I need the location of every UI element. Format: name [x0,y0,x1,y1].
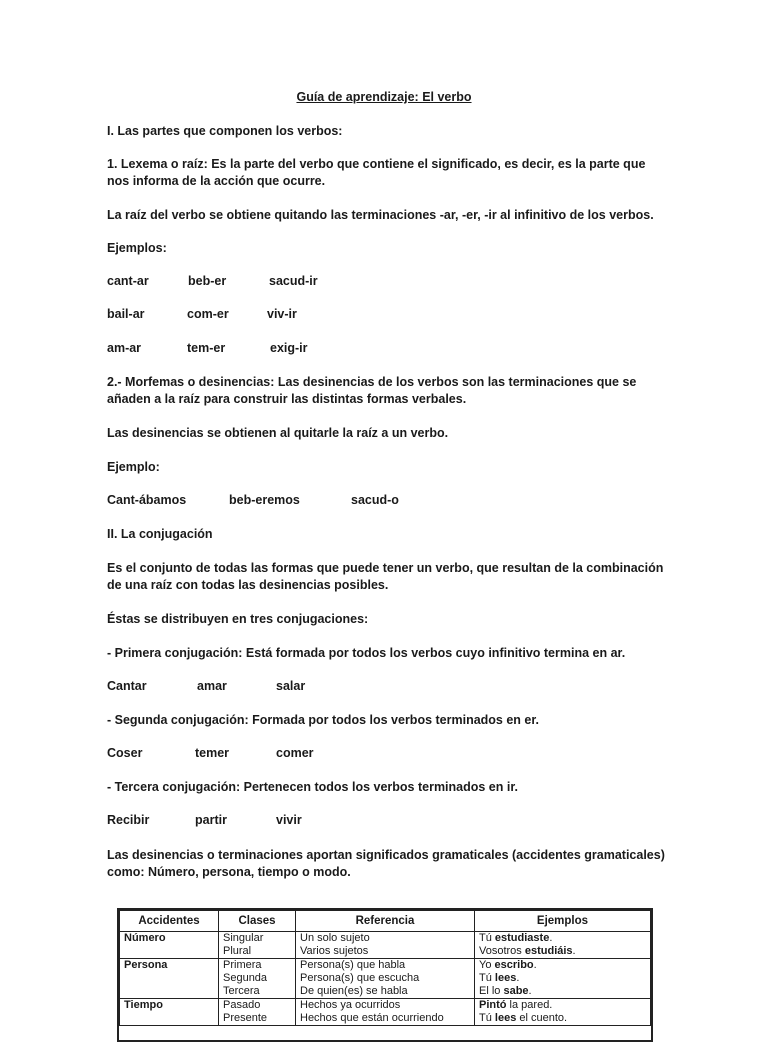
ejemplo-line [479,972,646,985]
ejemplo-word: sacud-o [351,493,399,507]
conjugacion-paragraph: Es el conjunto de todas las formas que puede tener un verbo, que resultan de la combinación de una raíz con todas las desinencias posibles. [107,561,664,592]
ejemplo-word: beb-eremos [229,493,300,507]
ejemplo-verb: estudiáis [524,945,573,957]
ejemplo-line [479,999,646,1012]
distribuyen-paragraph: Éstas se distribuyen en tres conjugaciones: [107,612,369,626]
clase-line: Presente [223,1012,268,1024]
ejemplo-suffix: . [549,932,553,944]
ejemplo-suffix: . [572,945,576,957]
clase-line: Segunda [223,972,268,984]
ejemplos-cell [475,959,651,999]
ejemplo-line [479,959,646,972]
ejemplo-prefix: Tú [479,972,495,984]
ejemplo-word: am-ar [107,341,142,355]
ejemplo-suffix: . [528,985,532,997]
referencia-line: Varios sujetos [300,945,369,957]
ejemplo-prefix: El lo [479,985,504,997]
ejemplos-cell [475,999,651,1026]
primera-paragraph: - Primera conjugación: Está formada por todos los verbos cuyo infinitivo termina en ar. [107,646,626,660]
column-header: Ejemplos [475,911,651,932]
referencia-cell [296,999,475,1026]
segunda-paragraph: - Segunda conjugación: Formada por todos los verbos terminados en er. [107,713,540,727]
referencia-line: Un solo sujeto [300,932,370,944]
referencia-line: Hechos ya ocurridos [300,999,401,1011]
ejemplo-label: Ejemplo: [107,460,160,474]
ejemplo-suffix: . [533,959,537,971]
clase-line: Tercera [223,985,260,997]
referencia-line: Persona(s) que habla [300,959,406,971]
verb-word: partir [195,813,227,827]
ejemplo-word: tem-er [187,341,226,355]
verb-word: temer [195,746,230,760]
ejemplo-verb: lees [494,1012,517,1024]
accidentes-text-1: Las desinencias o terminaciones aportan significados gramaticales (accidentes gramaticales) [107,848,665,862]
ejemplo-verb: Pintó [479,999,507,1011]
clase-line: Primera [223,959,262,971]
column-header: Clases [219,911,296,932]
table-row [120,999,651,1026]
clase-line: Pasado [223,999,261,1011]
ejemplo-word: exig-ir [270,341,308,355]
ejemplo-prefix: Yo [479,959,495,971]
ejemplo-prefix: Tú [479,932,495,944]
table-row [120,932,651,959]
verb-word: Cantar [107,679,147,693]
accidente-cell: Tiempo [120,999,219,1026]
ejemplo-word: viv-ir [267,307,297,321]
verb-word: amar [197,679,227,693]
ejemplo-verb: sabe [503,985,529,997]
clases-cell [219,932,296,959]
section1-heading: I. Las partes que componen los verbos: [107,124,343,138]
referencia-line: De quien(es) se habla [300,985,408,997]
ejemplo-verb: lees [494,972,517,984]
ejemplo-word: bail-ar [107,307,145,321]
item2-label: 2.- Morfemas o desinencias: [107,375,275,389]
ejemplo-prefix: Vosotros [479,945,525,957]
ejemplo-line [479,932,646,945]
clase-line: Singular [223,932,264,944]
raiz-paragraph: La raíz del verbo se obtiene quitando las terminaciones -ar, -er, -ir al infinitivo de los verbos. [107,208,654,222]
item2-text: Las desinencias de los verbos son las terminaciones que se añaden a la raíz para construir las distintas formas verbales. [107,375,637,406]
referencia-line: Hechos que están ocurriendo [300,1012,444,1024]
item2-paragraph [107,374,667,408]
ejemplo-line [479,945,646,958]
clases-cell [219,999,296,1026]
verb-word: Recibir [107,813,150,827]
ejemplo-word: Cant-ábamos [107,493,187,507]
table-row [120,959,651,999]
verb-word: vivir [276,813,302,827]
referencia-line: Persona(s) que escucha [300,972,420,984]
accidente-cell: Persona [120,959,219,999]
ejemplos-cell [475,932,651,959]
ejemplo-prefix: Tú [479,1012,495,1024]
verb-word: salar [276,679,306,693]
page-title: Guía de aprendizaje: El verbo [296,90,472,104]
item1-label: 1. Lexema o raíz: [107,157,208,171]
ejemplo-line [479,985,646,998]
verb-word: comer [276,746,314,760]
ejemplo-line [479,1012,646,1025]
column-header: Referencia [296,911,475,932]
accidentes-line-1 [107,847,665,864]
desinencias-paragraph: Las desinencias se obtienen al quitarle la raíz a un verbo. [107,426,449,440]
accidentes-line-2: como: Número, persona, tiempo o modo. [107,865,351,879]
ejemplo-suffix: . [516,972,520,984]
referencia-cell [296,932,475,959]
accidente-cell: Número [120,932,219,959]
column-header: Accidentes [120,911,219,932]
clase-line: Plural [223,945,252,957]
ejemplo-word: com-er [187,307,229,321]
accidentes-table [117,908,653,1042]
verb-word: Coser [107,746,143,760]
ejemplo-suffix: la pared. [506,999,553,1011]
ejemplo-verb: escribo [494,959,534,971]
ejemplo-suffix: el cuento. [516,1012,568,1024]
section2-heading: II. La conjugación [107,527,213,541]
tercera-paragraph: - Tercera conjugación: Pertenecen todos los verbos terminados en ir. [107,780,518,794]
ejemplo-word: cant-ar [107,274,149,288]
referencia-cell [296,959,475,999]
ejemplo-word: beb-er [188,274,227,288]
clases-cell [219,959,296,999]
item1-paragraph [107,156,667,190]
item1-text: Es la parte del verbo que contiene el significado, es decir, es la parte que nos informa de la acción que ocurre. [107,157,646,188]
ejemplo-word: sacud-ir [269,274,318,288]
ejemplo-verb: estudiaste [494,932,550,944]
ejemplos-label: Ejemplos: [107,241,167,255]
table-header-row [120,911,651,932]
